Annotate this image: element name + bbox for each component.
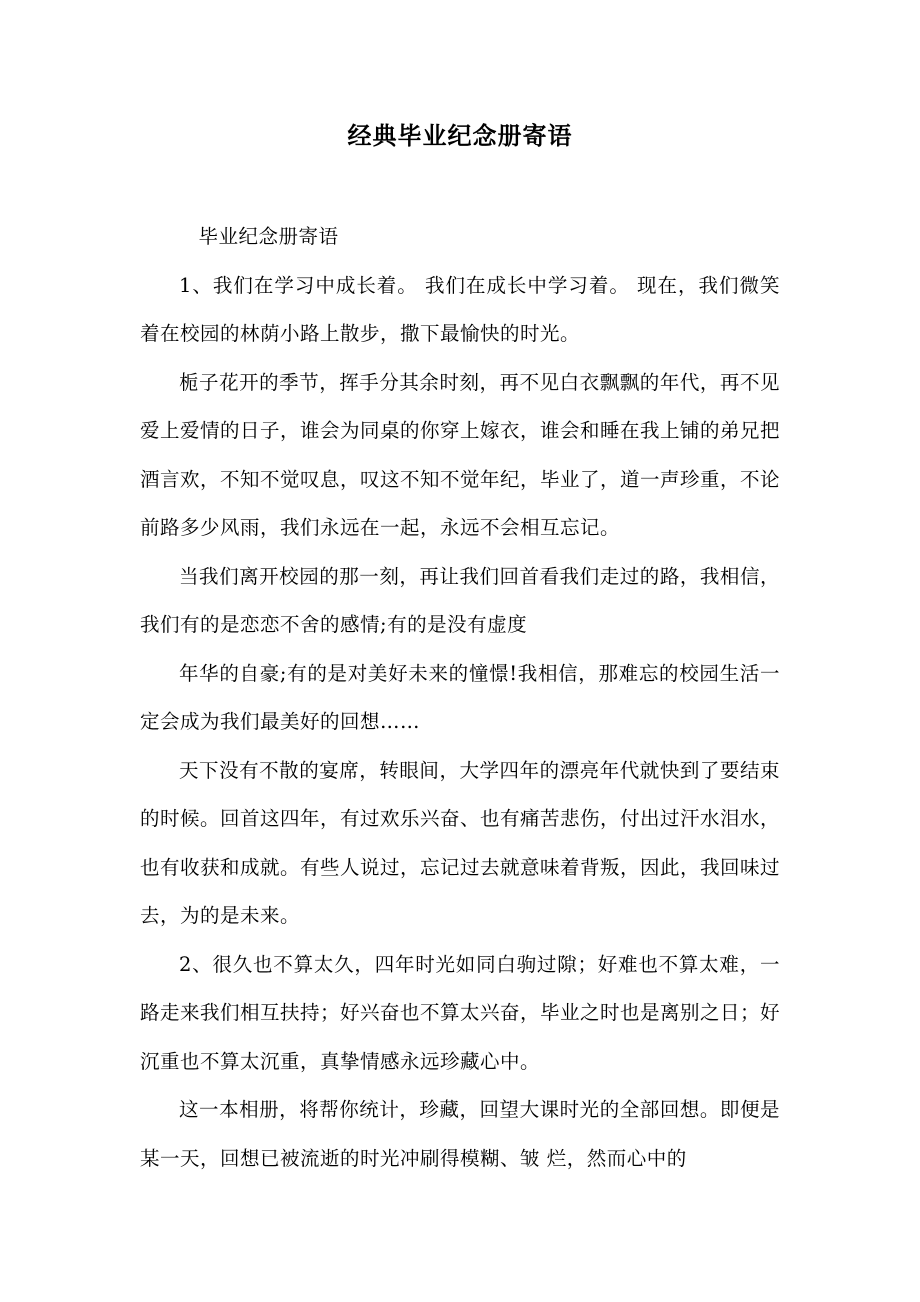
paragraph-4: 年华的自豪;有的是对美好未来的憧憬!我相信，那难忘的校园生活一定会成为我们最美好的回想…… [140,661,780,733]
paragraph-3: 当我们离开校园的那一刻，再让我们回首看我们走过的路，我相信，我们有的是恋恋不舍的感情;有的是没有虚度 [140,564,780,636]
document-title: 经典毕业纪念册寄语 [347,121,573,150]
subtitle-paragraph: 毕业纪念册寄语 [198,225,339,248]
paragraph-7: 这一本相册，将帮你统计，珍藏，回望大课时光的全部回想。即便是某一天，回想已被流逝的时光冲刷得模糊、皱 烂，然而心中的 [140,1098,780,1170]
paragraph-2: 栀子花开的季节，挥手分其余时刻，再不见白衣飘飘的年代，再不见爱上爱情的日子，谁会为同桌的你穿上嫁衣，谁会和睡在我上铺的弟兄把酒言欢，不知不觉叹息，叹这不知不觉年纪，毕业了，道一声珍重，不论前路多少风雨，我们永远在一起，永远不会相互忘记。 [140,370,781,539]
paragraph-1: 1、我们在学习中成长着。 我们在成长中学习着。 现在，我们微笑着在校园的林荫小路上散步，撒下最愉快的时光。 [140,273,780,345]
paragraph-5: 天下没有不散的宴席，转眼间，大学四年的漂亮年代就快到了要结束的时候。回首这四年，有过欢乐兴奋、也有痛苦悲伤，付出过汗水泪水，也有收获和成就。有些人说过，忘记过去就意味着背叛，因此，我回味过去，为的是未来。 [140,758,781,927]
document-body [140,213,780,1183]
paragraph-6: 2、很久也不算太久，四年时光如同白驹过隙；好难也不算太难，一路走来我们相互扶持；好兴奋也不算太兴奋，毕业之时也是离别之日；好沉重也不算太沉重，真挚情感永远珍藏心中。 [140,952,781,1073]
